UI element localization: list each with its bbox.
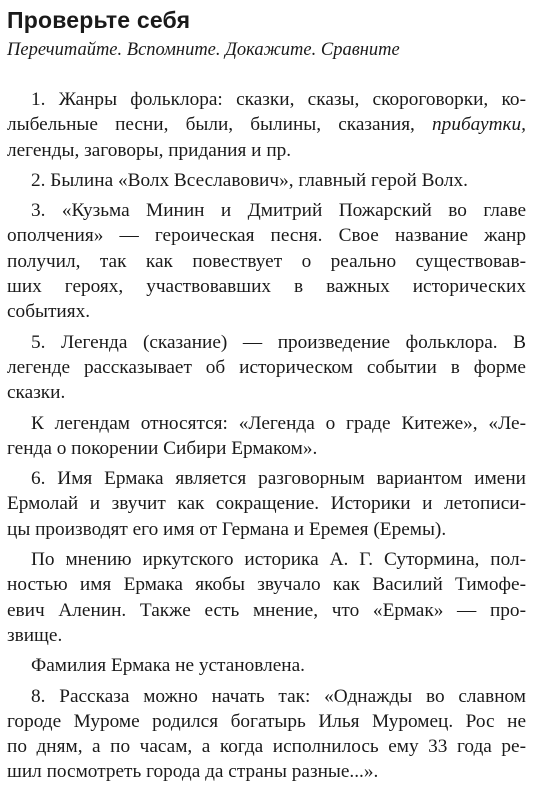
answer-6-paragraph <box>7 466 526 542</box>
historian-opinion-paragraph <box>7 547 526 648</box>
page-title: Проверьте себя <box>7 7 191 33</box>
text-line: городе Муроме родился богатырь Илья Муромец. Рос не <box>7 710 526 732</box>
text-fragment: лыбельные песни, были, былины, сказания, <box>7 114 433 136</box>
answer-8-paragraph <box>7 684 526 785</box>
text-line: Фамилия Ермака не установлена. <box>31 655 305 677</box>
text-line: К легендам относятся: «Легенда о граде Китеже», «Ле- <box>31 412 526 434</box>
text-line: событиях. <box>7 301 91 323</box>
text-line: шил посмотреть города да страны разные...». <box>7 761 379 783</box>
text-line: звище. <box>7 624 63 646</box>
text-line: получил, так как повествует о реально существовав- <box>7 250 526 272</box>
legends-paragraph <box>7 411 526 462</box>
text-line: цы производят его имя от Германа и Еремея (Еремы). <box>7 518 447 540</box>
text-line <box>7 112 526 137</box>
answer-3-paragraph <box>7 198 526 324</box>
answer-5-paragraph <box>7 330 526 406</box>
text-line: легенды, заговоры, придания и пр. <box>7 139 292 161</box>
text-line: По мнению иркутского историка А. Г. Сутормина, пол- <box>31 549 526 571</box>
text-line: 2. Былина «Волх Всеславович», главный герой Волх. <box>31 169 468 191</box>
answer-2-paragraph <box>7 168 526 193</box>
text-line: легенде рассказывает об историческом событии в форме <box>7 356 526 378</box>
text-line: 5. Легенда (сказание) — произведение фольклора. В <box>31 331 526 353</box>
text-line: ших героях, участвовавших в важных исторических <box>7 276 526 298</box>
text-line: 3. «Кузьма Минин и Дмитрий Пожарский во главе <box>31 200 526 222</box>
text-line: 6. Имя Ермака является разговорным вариантом имени <box>31 468 526 490</box>
text-line: генда о покорении Сибири Ермаком». <box>7 437 318 459</box>
italic-word: прибаутки, <box>432 114 526 136</box>
text-line: по дням, а по часам, а когда исполнилось ему 33 года ре- <box>7 736 526 758</box>
answer-1-paragraph <box>7 87 526 163</box>
text-line: 1. Жанры фольклора: сказки, сказы, скороговорки, ко- <box>31 89 526 110</box>
answers-body <box>7 87 526 790</box>
text-line: Ермолай и звучит как сокращение. Историки и летописи- <box>7 493 526 515</box>
text-line: ополчения» — героическая песня. Свое название жанр <box>7 225 526 247</box>
text-line: ностью имя Ермака якобы звучало как Василий Тимофе- <box>7 574 526 596</box>
text-line: сказки. <box>7 382 66 404</box>
text-line: евич Аленин. Также есть мнение, что «Ермак» — про- <box>7 599 526 621</box>
page-subtitle: Перечитайте. Вспомните. Докажите. Сравните <box>7 40 400 60</box>
text-line: 8. Рассказа можно начать так: «Однажды во славном <box>31 685 526 707</box>
surname-paragraph <box>7 653 526 678</box>
